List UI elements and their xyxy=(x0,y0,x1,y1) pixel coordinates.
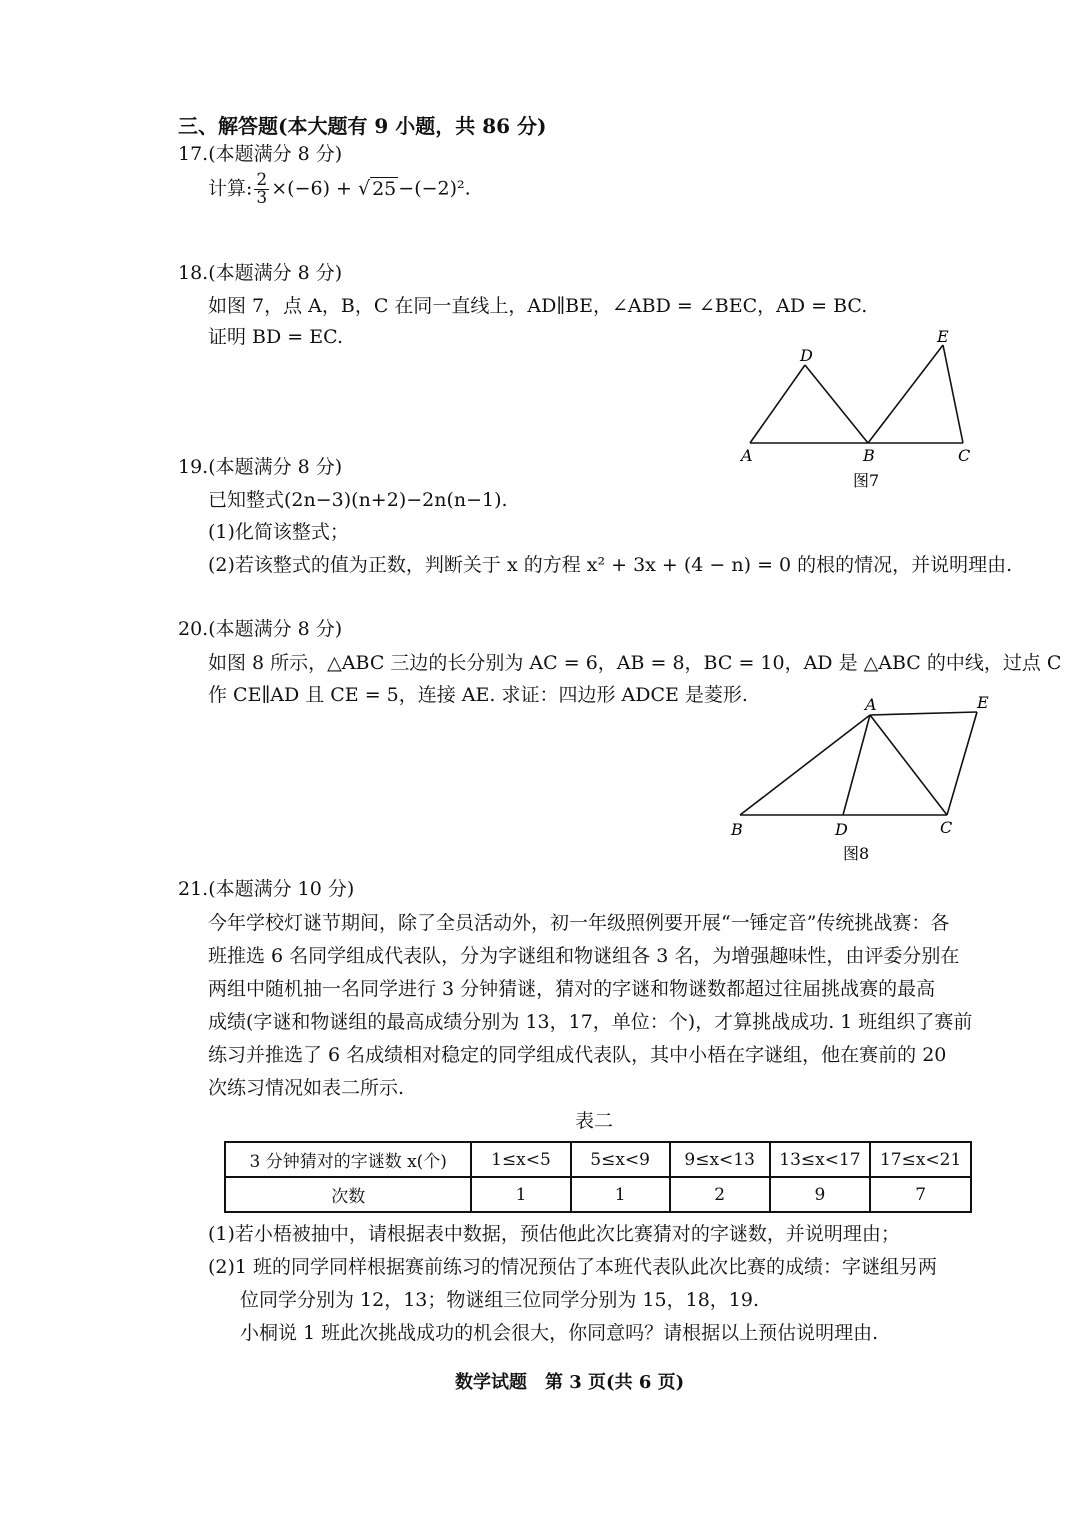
q21-sub1: (1)若小梧被抽中，请根据表中数据，预估他此次比赛猜对的字谜数，并说明理由； xyxy=(208,1223,900,1245)
q17-frac-num: 2 xyxy=(256,170,268,190)
fig8-label-a: A xyxy=(865,695,877,714)
q21-para-line3: 两组中随机抽一名同学进行 3 分钟猜谜，猜对的字谜和物谜数都超过往届挑战赛的最高 xyxy=(208,978,936,1000)
fig8-label-d: D xyxy=(835,820,848,839)
practice-table xyxy=(224,1141,972,1213)
q18-line1: 如图 7，点 A，B，C 在同一直线上，AD∥BE，∠ABD = ∠BEC，AD = BC. xyxy=(208,295,868,317)
q21-para-line1: 今年学校灯谜节期间，除了全员活动外，初一年级照例要开展“一锤定音”传统挑战赛：各 xyxy=(208,912,950,934)
q20-line2: 作 CE∥AD 且 CE = 5，连接 AE. 求证：四边形 ADCE 是菱形. xyxy=(208,684,748,706)
q20-header: 20.(本题满分 8 分) xyxy=(178,618,343,640)
table-header-cell: 3 分钟猜对的字谜数 x(个) xyxy=(225,1142,471,1177)
fig8-label-c: C xyxy=(940,818,953,837)
fig8-label-b: B xyxy=(731,820,743,839)
segment-ec xyxy=(947,712,977,815)
q21-sub2-line2: 位同学分别为 12，13；物谜组三位同学分别为 15，18，19. xyxy=(240,1289,760,1311)
segment-ae xyxy=(870,712,977,715)
table-cell: 7 xyxy=(870,1177,971,1212)
q19-line3: (2)若该整式的值为正数，判断关于 x 的方程 x² + 3x + (4 − n) = 0 的根的情况，并说明理由. xyxy=(208,554,1013,576)
q17-header: 17.(本题满分 8 分) xyxy=(178,143,343,165)
q21-para-line2: 班推选 6 名同学组成代表队，分为字谜组和物谜组各 3 名，为增强趣味性，由评委分别在 xyxy=(208,945,960,967)
table-cell: 次数 xyxy=(225,1177,471,1212)
q21-para-line5: 练习并推选了 6 名成绩相对稳定的同学组成代表队，其中小梧在字谜组，他在赛前的 20 xyxy=(208,1044,947,1066)
q21-para-line6: 次练习情况如表二所示. xyxy=(208,1077,405,1099)
table-cell: 1 xyxy=(471,1177,570,1212)
table-cell: 9 xyxy=(770,1177,871,1212)
q19-header: 19.(本题满分 8 分) xyxy=(178,456,343,478)
q18-line2: 证明 BD = EC. xyxy=(208,326,344,348)
fig8-caption: 图8 xyxy=(843,844,870,863)
table-cell: 2 xyxy=(670,1177,770,1212)
fig7-label-c: C xyxy=(958,446,971,465)
table-header-cell: 9≤x<13 xyxy=(670,1142,770,1177)
table-caption: 表二 xyxy=(575,1110,614,1132)
section-title: 三、解答题(本大题有 9 小题，共 86 分) xyxy=(178,114,547,138)
segment-be xyxy=(868,345,943,443)
q17-expr-a: ×(−6) + √ xyxy=(271,177,371,200)
q17-radicand: 25 xyxy=(372,177,397,200)
fig7-caption: 图7 xyxy=(853,471,880,490)
table-header-cell: 17≤x<21 xyxy=(870,1142,971,1177)
table-header-cell: 5≤x<9 xyxy=(571,1142,670,1177)
fig7-label-a: A xyxy=(741,446,753,465)
q17-expr-b: −(−2)². xyxy=(398,177,471,200)
fig7-label-e: E xyxy=(937,327,949,346)
q21-sub2-line3: 小桐说 1 班此次挑战成功的机会很大，你同意吗？请根据以上预估说明理由. xyxy=(240,1322,879,1344)
table-header-row xyxy=(225,1142,971,1177)
q21-header: 21.(本题满分 10 分) xyxy=(178,878,355,900)
table-cell: 1 xyxy=(571,1177,670,1212)
q19-line2: (1)化简该整式； xyxy=(208,521,349,543)
table-header-cell: 13≤x<17 xyxy=(770,1142,871,1177)
q17-frac-den: 3 xyxy=(256,188,268,208)
segment-ac xyxy=(870,715,947,815)
q21-sub2-line1: (2)1 班的同学同样根据赛前练习的情况预估了本班代表队此次比赛的成绩：字谜组另两 xyxy=(208,1256,938,1278)
segment-ec xyxy=(943,345,963,443)
fig8-label-e: E xyxy=(977,693,989,712)
figure-8 xyxy=(725,690,1000,870)
table-row xyxy=(225,1177,971,1212)
q17-fraction xyxy=(254,172,269,207)
q19-line1: 已知整式(2n−3)(n+2)−2n(n−1). xyxy=(208,489,508,511)
segment-ad xyxy=(750,365,805,443)
q21-para-line4: 成绩(字谜和物谜组的最高成绩分别为 13，17，单位：个)，才算挑战成功. 1 班组织了赛前 xyxy=(208,1011,973,1033)
q17-label: 计算: xyxy=(208,177,253,200)
q18-header: 18.(本题满分 8 分) xyxy=(178,262,343,284)
segment-ad xyxy=(843,715,870,815)
page-footer: 数学试题 第 3 页(共 6 页) xyxy=(455,1372,685,1393)
segment-ba xyxy=(740,715,870,815)
table-header-cell: 1≤x<5 xyxy=(471,1142,570,1177)
segment-db xyxy=(805,365,868,443)
fig7-label-d: D xyxy=(800,346,813,365)
q20-line1: 如图 8 所示，△ABC 三边的长分别为 AC = 6，AB = 8，BC = 10，AD 是 △ABC 的中线，过点 C xyxy=(208,652,1062,674)
fig7-label-b: B xyxy=(863,446,875,465)
q17-expression xyxy=(208,172,471,207)
figure-7 xyxy=(730,325,990,495)
